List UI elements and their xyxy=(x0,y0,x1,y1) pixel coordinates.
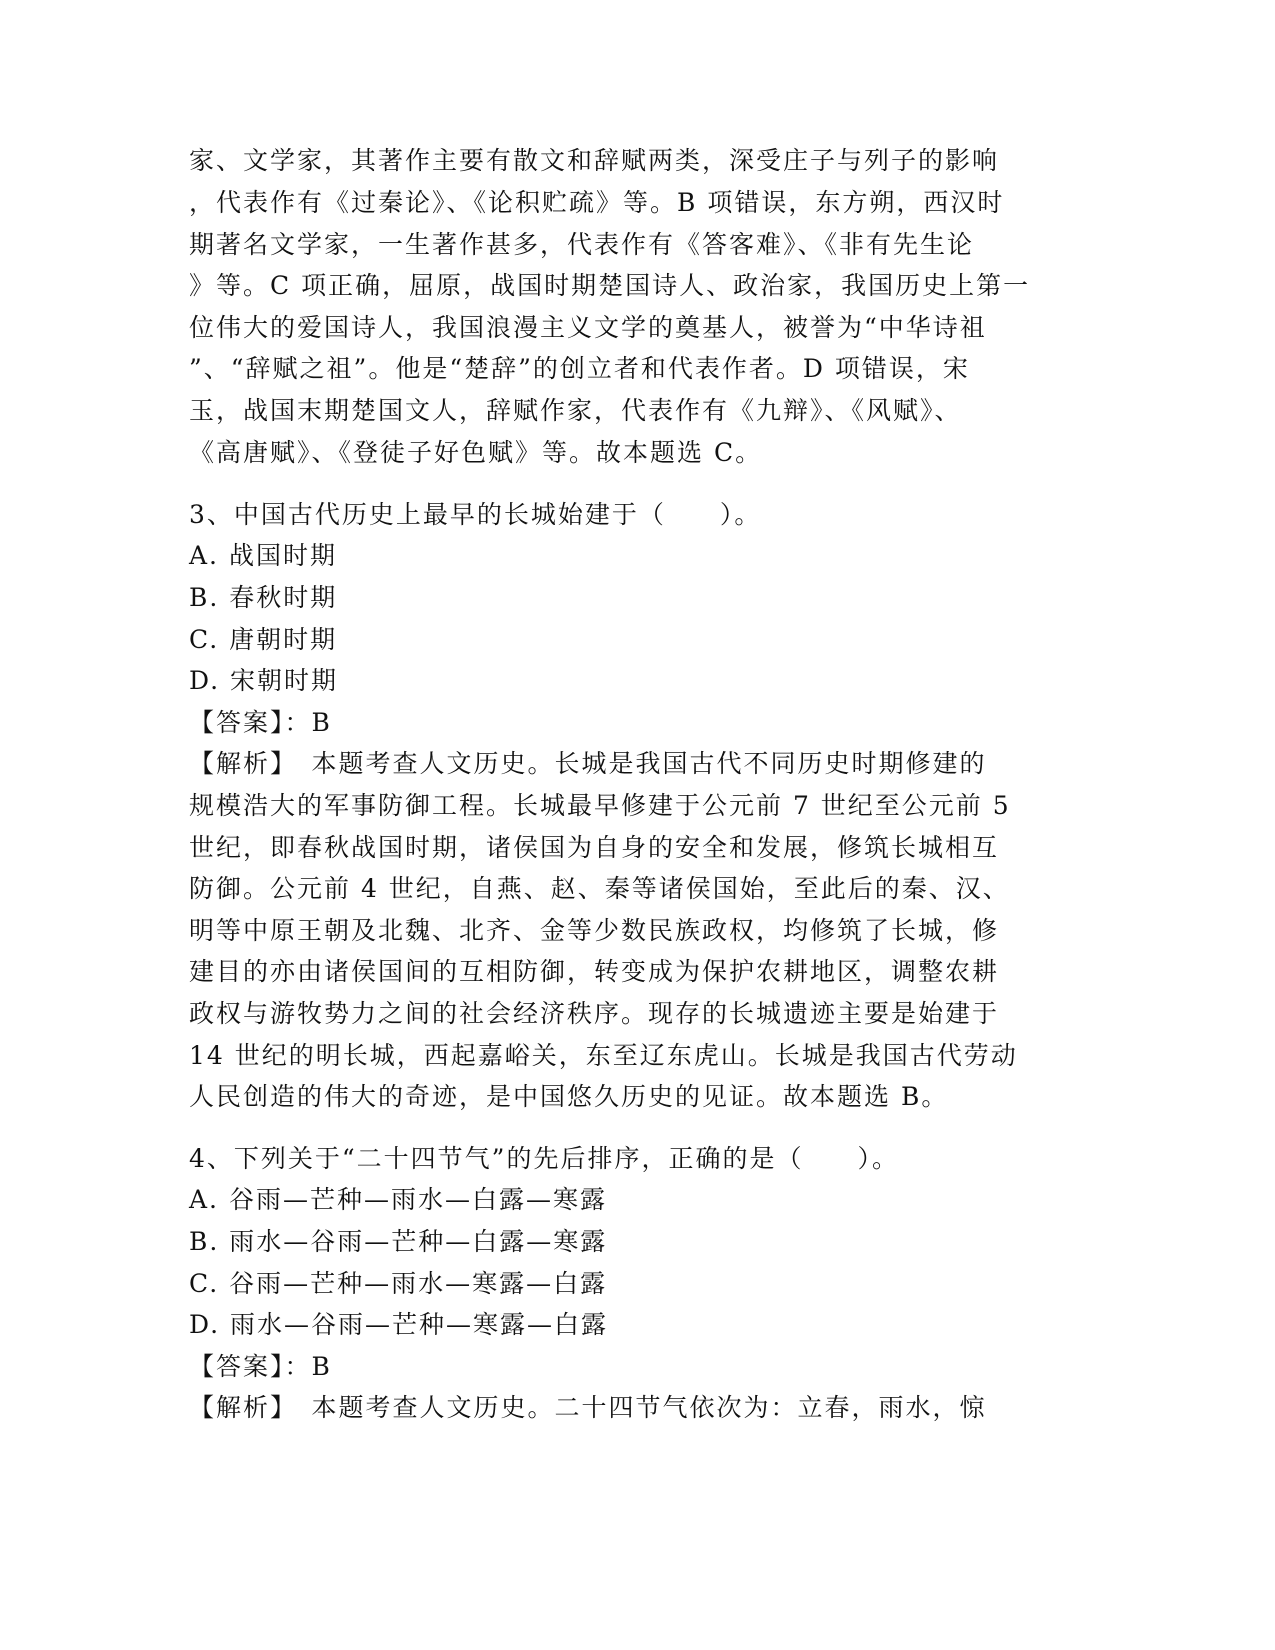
option-c: C. 唐朝时期 xyxy=(189,625,338,654)
option-d: D. 宋朝时期 xyxy=(189,666,339,695)
analysis-line: 【解析】 本题考查人文历史。长城是我国古代不同历史时期修建的 xyxy=(189,749,987,778)
answer-line: 【答案】：B xyxy=(189,708,332,737)
analysis-line: 【解析】 本题考查人文历史。二十四节气依次为：立春，雨水，惊 xyxy=(189,1393,987,1422)
option-b: B. 春秋时期 xyxy=(189,583,338,612)
text-line: 位伟大的爱国诗人，我国浪漫主义文学的奠基人，被誉为“中华诗祖 xyxy=(189,313,987,342)
analysis-line: 14 世纪的明长城，西起嘉峪关，东至辽东虎山。长城是我国古代劳动 xyxy=(189,1041,1018,1070)
text-line: 《高唐赋》、《登徒子好色赋》等。故本题选 C。 xyxy=(189,438,763,467)
analysis-line: 政权与游牧势力之间的社会经济秩序。现存的长城遗迹主要是始建于 xyxy=(189,999,1000,1028)
text-line: ”、“辞赋之祖”。他是“楚辞”的创立者和代表作者。D 项错误，宋 xyxy=(189,354,970,383)
option-c: C. 谷雨—芒种—雨水—寒露—白露 xyxy=(189,1269,608,1298)
analysis-line: 人民创造的伟大的奇迹，是中国悠久历史的见证。故本题选 B。 xyxy=(189,1082,949,1111)
analysis-line: 明等中原王朝及北魏、北齐、金等少数民族政权，均修筑了长城，修 xyxy=(189,916,1000,945)
text-line: 期著名文学家，一生著作甚多，代表作有《答客难》、《非有先生论 xyxy=(189,230,975,259)
option-d: D. 雨水—谷雨—芒种—寒露—白露 xyxy=(189,1310,609,1339)
question-stem: 3、中国古代历史上最早的长城始建于（ ）。 xyxy=(189,500,762,529)
question-stem: 4、下列关于“二十四节气”的先后排序，正确的是（ ）。 xyxy=(189,1144,899,1173)
option-a: A. 战国时期 xyxy=(189,541,337,570)
text-line: 》等。C 项正确，屈原，战国时期楚国诗人、政治家，我国历史上第一 xyxy=(189,271,1031,300)
option-b: B. 雨水—谷雨—芒种—白露—寒露 xyxy=(189,1227,608,1256)
analysis-line: 世纪，即春秋战国时期，诸侯国为自身的安全和发展，修筑长城相互 xyxy=(189,833,1000,862)
option-a: A. 谷雨—芒种—雨水—白露—寒露 xyxy=(189,1185,607,1214)
analysis-line: 规模浩大的军事防御工程。长城最早修建于公元前 7 世纪至公元前 5 xyxy=(189,791,1011,820)
answer-line: 【答案】：B xyxy=(189,1352,332,1381)
analysis-line: 防御。公元前 4 世纪，自燕、赵、秦等诸侯国始，至此后的秦、汉、 xyxy=(189,874,1010,903)
text-line: 玉，战国末期楚国文人，辞赋作家，代表作有《九辩》、《风赋》、 xyxy=(189,396,962,425)
text-line: 家、文学家，其著作主要有散文和辞赋两类，深受庄子与列子的影响 xyxy=(189,146,1000,175)
text-line: ，代表作有《过秦论》、《论积贮疏》等。B 项错误，东方朔，西汉时 xyxy=(189,188,1005,217)
analysis-line: 建目的亦由诸侯国间的互相防御，转变成为保护农耕地区，调整农耕 xyxy=(189,957,1000,986)
